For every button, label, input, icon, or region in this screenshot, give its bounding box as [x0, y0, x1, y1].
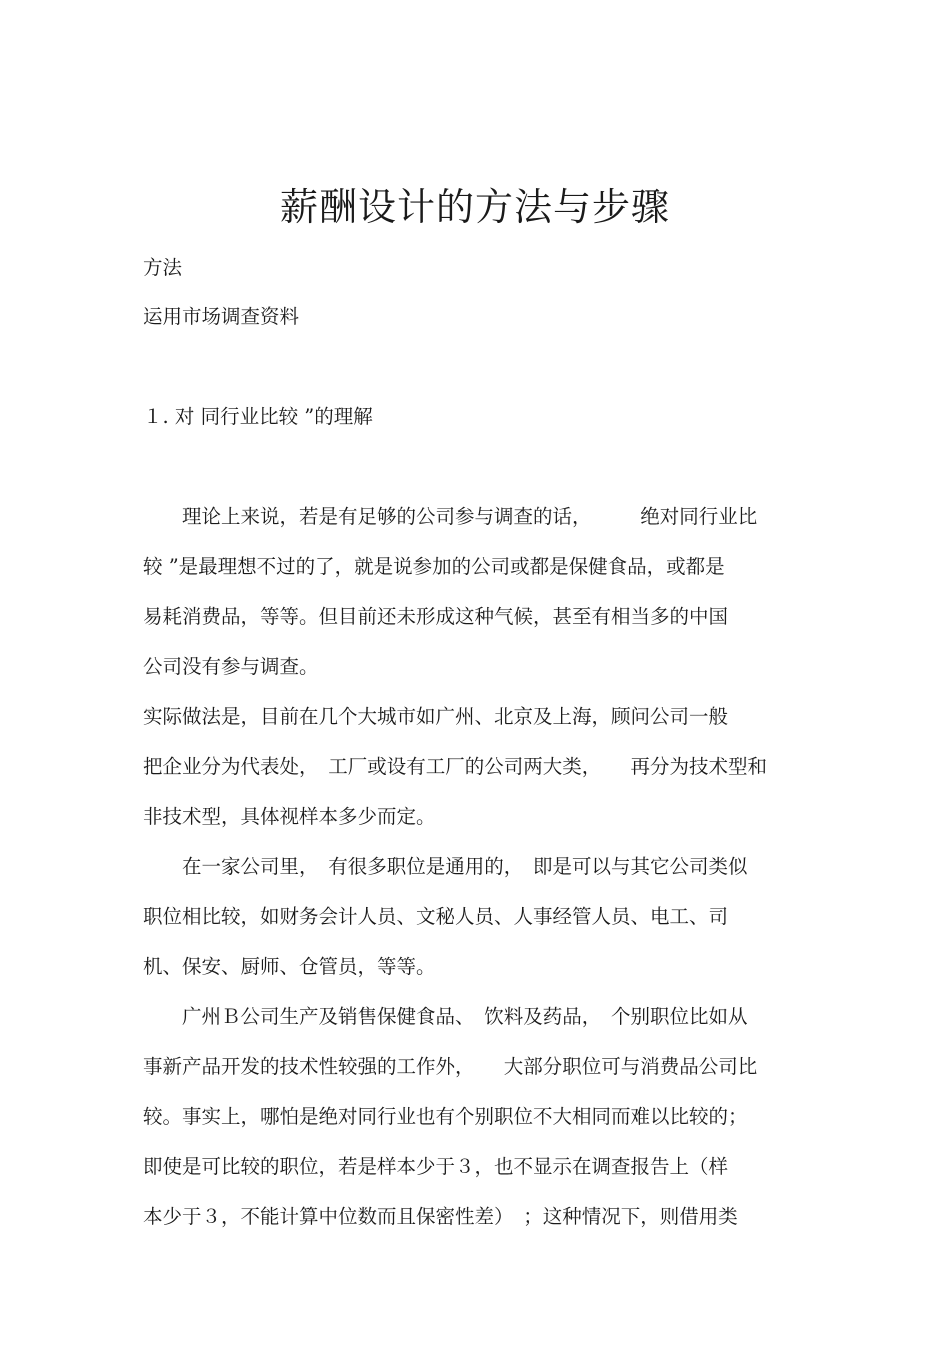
paragraph-4-line: 事新产品开发的技术性较强的工作外， 大部分职位可与消费品公司比 [143, 1055, 758, 1078]
section-1-heading: １. 对 同行业比较 ”的理解 [143, 405, 373, 428]
paragraph-3-line: 职位相比较，如财务会计人员、文秘人员、人事经管人员、电工、司 [143, 905, 729, 928]
document-title: 薪酬设计的方法与步骤 [279, 185, 670, 229]
paragraph-3-line: 机、保安、厨师、仓管员，等等。 [143, 955, 436, 978]
paragraph-2-line: 把企业分为代表处， 工厂或设有工厂的公司两大类， 再分为技术型和 [143, 755, 768, 778]
paragraph-2-line: 实际做法是，目前在几个大城市如广州、北京及上海，顾问公司一般 [143, 705, 729, 728]
paragraph-1-line: 较 ”是最理想不过的了，就是说参加的公司或都是保健食品，或都是 [143, 555, 725, 578]
paragraph-4-line: 较。事实上，哪怕是绝对同行业也有个别职位不大相同而难以比较的； [143, 1105, 748, 1128]
paragraph-4-line: 广州Ｂ公司生产及销售保健食品、 饮料及药品， 个别职位比如从 [143, 1005, 748, 1028]
paragraph-3-line: 在一家公司里， 有很多职位是通用的， 即是可以与其它公司类似 [143, 855, 748, 878]
paragraph-4-line: 即使是可比较的职位，若是样本少于３，也不显示在调查报告上（样 [143, 1155, 729, 1178]
paragraph-1-line: 公司没有参与调查。 [143, 655, 319, 678]
paragraph-1-line: 理论上来说，若是有足够的公司参与调查的话， 绝对同行业比 [143, 505, 758, 528]
heading-survey: 运用市场调查资料 [143, 305, 300, 328]
paragraph-2-line: 非技术型，具体视样本多少而定。 [143, 805, 436, 828]
paragraph-4-line: 本少于３，不能计算中位数而且保密性差） ；这种情况下，则借用类 [143, 1205, 738, 1228]
paragraph-1-line: 易耗消费品，等等。但目前还未形成这种气候，甚至有相当多的中国 [143, 605, 729, 628]
heading-method: 方法 [143, 256, 183, 279]
